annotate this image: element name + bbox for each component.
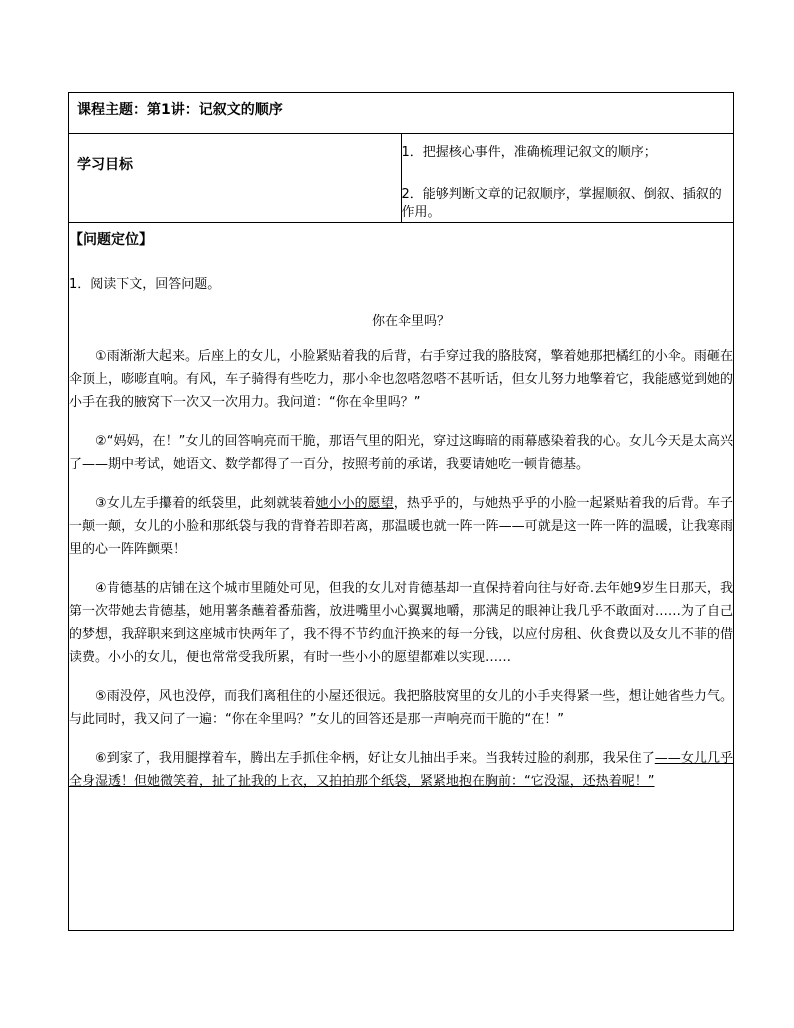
objectives-row [69,134,734,223]
paragraph-3-text-b: ，热乎乎的，与她热乎乎的小脸一起紧贴着我的后背。车子一颠一颠，女儿的小脸和那纸袋与我的背脊若即若离，那温暖也就一阵一阵——可就是这一阵一阵的温暖，让我寒雨里的心一阵阵颤栗！ [69,496,733,557]
paragraph-6 [69,747,733,793]
paragraph-6-text-a: ⑥到家了，我用腿撑着车，腾出左手抓住伞柄，好让女儿抽出手来。当我转过脸的刹那，我呆住了 [95,751,655,766]
lesson-table [68,92,734,931]
objectives-label: 学习目标 [77,157,133,173]
objectives-list-cell [401,134,734,223]
objectives-label-cell [69,134,402,223]
section-heading: 【问题定位】 [69,232,153,248]
paragraph-1: ①雨渐渐大起来。后座上的女儿，小脸紧贴着我的后背，右手穿过我的胳肢窝，擎着她那把橘红的小伞。雨砸在伞顶上，嘭嘭直响。有风，车子骑得有些吃力，那小伞也忽嗒忽嗒不甚听话，但女儿努力地擎着它，我能感觉到她的小手在我的腋窝下一次又一次用力。我问道：“你在伞里吗？” [69,349,733,410]
paragraph-5: ⑤雨没停，风也没停，而我们离租住的小屋还很远。我把胳肢窝里的女儿的小手夹得紧一些，想让她省些力气。与此同时，我又问了一遍：“你在伞里吗？”女儿的回答还是那一声响亮而干脆的“在！” [69,689,733,727]
objective-item: 1．把握核心事件，准确梳理记叙文的顺序； [401,145,657,160]
story-title: 你在伞里吗？ [371,314,450,329]
paragraph-3-underlined-phrase: 她小小的愿望 [315,496,394,511]
paragraph-3 [69,492,733,561]
paragraph-3-text-a: ③女儿左手攥着的纸袋里，此刻就装着 [95,496,316,511]
content-cell [69,223,734,931]
paragraph-2: ②“妈妈，在！”女儿的回答响亮而干脆，那语气里的阳光，穿过这晦暗的雨幕感染着我的心。女儿今天是太高兴了——期中考试，她语文、数学都得了一百分，按照考前的承诺，我要请她吃一顿肯德基。 [69,434,733,472]
title-cell [69,93,734,134]
content-row [69,223,734,931]
paragraph-4: ④肯德基的店铺在这个城市里随处可见，但我的女儿对肯德基却一直保持着向往与好奇.去年她9岁生日那天，我第一次带她去肯德基，她用薯条蘸着番茄酱，放进嘴里小心翼翼地嚼，那满足的眼神让我几乎不敢面对……为了自己的梦想，我辞职来到这座城市快两年了，我不得不节约血汗换来的每一分钱，以应付房租、伙食费以及女儿不菲的借读费。小小的女儿，便也常常受我所累，有时一些小小的愿望都难以实现…… [69,581,733,665]
title-row [69,93,734,134]
paragraph-6-underlined-sentence: ——女儿几乎全身湿透！但她微笑着，扯了扯我的上衣，又拍拍那个纸袋，紧紧地抱在胸前：“它没湿，还热着呢！” [69,751,733,789]
objective-item: 2．能够判断文章的记叙顺序，掌握顺叙、倒叙、插叙的作用。 [401,187,722,220]
course-title: 课程主题：第1讲：记叙文的顺序 [77,102,283,118]
question-prompt: 1．阅读下文，回答问题。 [69,277,221,292]
